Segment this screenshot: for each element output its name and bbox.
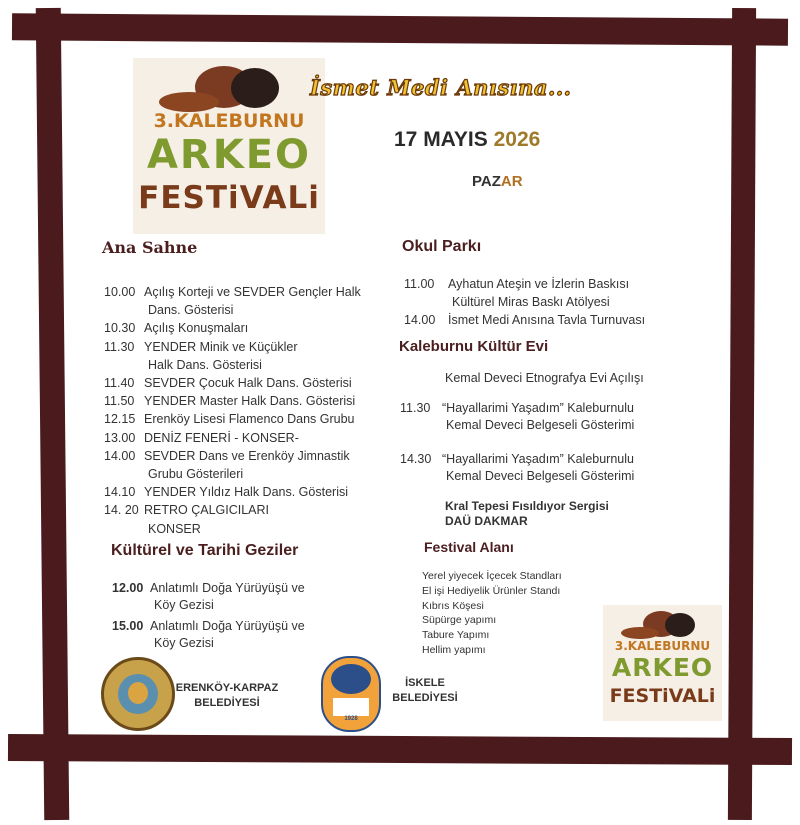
section-title-ana-sahne: Ana Sahne bbox=[102, 238, 198, 257]
logo-number: 3.KALEBURNU bbox=[153, 110, 305, 132]
schedule-row bbox=[104, 375, 352, 392]
schedule-row bbox=[104, 430, 299, 447]
schedule-event: Anlatımlı Doğa Yürüyüşü ve bbox=[150, 619, 305, 633]
schedule-row bbox=[404, 276, 629, 293]
schedule-row bbox=[104, 393, 355, 410]
schedule-event: Grubu Gösterileri bbox=[148, 467, 244, 481]
schedule-time: 11.30 bbox=[104, 339, 135, 354]
schedule-event: YENDER Yıldız Halk Dans. Gösterisi bbox=[144, 485, 348, 500]
schedule-event: DENİZ FENERİ - KONSER- bbox=[144, 430, 299, 445]
schedule-time: 14.00 bbox=[404, 313, 436, 327]
frame-top-bar bbox=[12, 13, 788, 45]
schedule-event: YENDER Minik ve Küçükler bbox=[144, 339, 298, 354]
schedule-time: 11.30 bbox=[400, 401, 431, 415]
municipality-iskele bbox=[380, 676, 470, 706]
erenkoy-karpaz-seal-icon bbox=[101, 657, 175, 731]
schedule-row bbox=[104, 284, 361, 301]
schedule-row bbox=[112, 618, 305, 635]
exhibit-artist: DAÜ DAKMAR bbox=[445, 514, 528, 528]
municipality-suffix: BELEDİYESİ bbox=[194, 697, 260, 709]
event-weekday bbox=[472, 173, 523, 190]
schedule-row bbox=[112, 580, 305, 597]
schedule-event: “Hayallarimi Yaşadım” Kaleburnulu bbox=[442, 452, 634, 466]
schedule-event: İsmet Medi Anısına Tavla Turnuvası bbox=[448, 313, 646, 327]
schedule-row bbox=[400, 451, 634, 468]
municipality-name: İSKELE bbox=[405, 677, 445, 689]
frame-right-bar bbox=[728, 8, 756, 820]
frame-bottom-bar bbox=[8, 734, 792, 765]
weekday-part-accent: AR bbox=[500, 173, 523, 190]
exhibit-title: Kral Tepesi Fısıldıyor Sergisi bbox=[445, 499, 609, 513]
logo-main-text: ARKEO bbox=[611, 653, 714, 682]
schedule-time: 11.00 bbox=[404, 277, 435, 291]
schedule-row bbox=[104, 484, 348, 501]
schedule-event: Köy Gezisi bbox=[154, 598, 214, 612]
schedule-time: 12.00 bbox=[112, 581, 144, 595]
schedule-event: SEVDER Dans ve Erenköy Jimnastik bbox=[144, 448, 350, 463]
logo-sub-text: FESTiVALi bbox=[609, 685, 716, 707]
schedule-row bbox=[104, 411, 355, 428]
festival-area-item: Kıbrıs Köşesi bbox=[422, 599, 484, 612]
schedule-time: 12.15 bbox=[104, 412, 136, 427]
festival-area-item: Hellim yapımı bbox=[422, 644, 486, 656]
etnografya-opening: Kemal Deveci Etnografya Evi Açılışı bbox=[445, 371, 644, 385]
schedule-time: 10.30 bbox=[104, 321, 136, 336]
jug-icon bbox=[665, 613, 695, 637]
municipality-suffix: BELEDİYESİ bbox=[392, 692, 458, 704]
seal-year: 1928 bbox=[344, 716, 358, 722]
schedule-time: 14.30 bbox=[400, 452, 432, 466]
festival-area-item: Süpürge yapımı bbox=[422, 614, 497, 627]
schedule-time: 14.10 bbox=[104, 485, 136, 500]
section-title-festival-alani: Festival Alanı bbox=[424, 539, 514, 555]
logo-main-text: ARKEO bbox=[146, 132, 312, 178]
schedule-event: Halk Dans. Gösterisi bbox=[148, 357, 262, 372]
schedule-time: 11.50 bbox=[104, 394, 135, 409]
jug-icon bbox=[231, 68, 279, 108]
festival-area-item: Yerel yiyecek İçecek Standları bbox=[422, 570, 562, 582]
schedule-time: 10.00 bbox=[104, 285, 136, 299]
logo-number: 3.KALEBURNU bbox=[614, 639, 711, 653]
schedule-row bbox=[404, 312, 645, 329]
schedule-event: KONSER bbox=[148, 521, 201, 536]
schedule-time: 11.40 bbox=[104, 376, 135, 390]
schedule-event: Kemal Deveci Belgeseli Gösterimi bbox=[446, 469, 635, 483]
festival-area-item: Tabure Yapımı bbox=[422, 629, 490, 642]
schedule-event: Köy Gezisi bbox=[154, 636, 214, 650]
schedule-row bbox=[104, 502, 269, 519]
schedule-time: 13.00 bbox=[104, 430, 136, 445]
date-day-month: 17 MAYIS bbox=[394, 128, 488, 151]
schedule-row bbox=[400, 400, 634, 417]
schedule-event: Dans. Gösterisi bbox=[148, 303, 234, 318]
schedule-event: “Hayallarimi Yaşadım” Kaleburnulu bbox=[442, 401, 634, 415]
event-date bbox=[394, 128, 540, 152]
schedule-row bbox=[104, 320, 248, 337]
schedule-time: 14. 20 bbox=[104, 503, 139, 518]
memorial-title: İsmet Medi Anısına... bbox=[310, 75, 572, 100]
frame-left-bar bbox=[36, 8, 70, 820]
schedule-event: Ayhatun Ateşin ve İzlerin Baskısı bbox=[448, 277, 630, 291]
section-title-kultur-evi: Kaleburnu Kültür Evi bbox=[399, 338, 549, 355]
iskele-seal-icon bbox=[321, 656, 381, 732]
schedule-event: Kültürel Miras Baskı Atölyesi bbox=[452, 295, 610, 309]
schedule-time: 15.00 bbox=[112, 619, 144, 633]
municipality-name: ERENKÖY-KARPAZ bbox=[175, 682, 279, 694]
section-title-okul-parki: Okul Parkı bbox=[402, 238, 482, 255]
schedule-row bbox=[104, 339, 298, 356]
festival-logo-small bbox=[603, 605, 722, 721]
bowl-icon bbox=[621, 627, 659, 639]
section-title-geziler: Kültürel ve Tarihi Geziler bbox=[111, 542, 299, 559]
municipality-erenkoy-karpaz bbox=[172, 681, 282, 711]
schedule-event: SEVDER Çocuk Halk Dans. Gösterisi bbox=[144, 376, 352, 390]
festival-logo bbox=[133, 58, 325, 234]
date-year: 2026 bbox=[493, 128, 541, 151]
schedule-event: Kemal Deveci Belgeseli Gösterimi bbox=[446, 418, 635, 432]
bowl-icon bbox=[159, 92, 219, 112]
schedule-event: YENDER Master Halk Dans. Gösterisi bbox=[144, 394, 356, 409]
schedule-time: 14.00 bbox=[104, 448, 136, 463]
schedule-event: Anlatımlı Doğa Yürüyüşü ve bbox=[150, 581, 305, 595]
schedule-event: Açılış Korteji ve SEVDER Gençler Halk bbox=[144, 285, 361, 299]
schedule-event: Açılış Konuşmaları bbox=[144, 321, 249, 336]
schedule-row bbox=[104, 448, 350, 465]
weekday-part: PAZ bbox=[472, 173, 501, 190]
schedule-event: Erenköy Lisesi Flamenco Dans Grubu bbox=[144, 412, 355, 427]
schedule-event: RETRO ÇALGICILARI bbox=[144, 503, 270, 518]
logo-sub-text: FESTiVALi bbox=[138, 180, 320, 216]
festival-area-item: El işi Hediyelik Ürünler Standı bbox=[422, 584, 561, 597]
